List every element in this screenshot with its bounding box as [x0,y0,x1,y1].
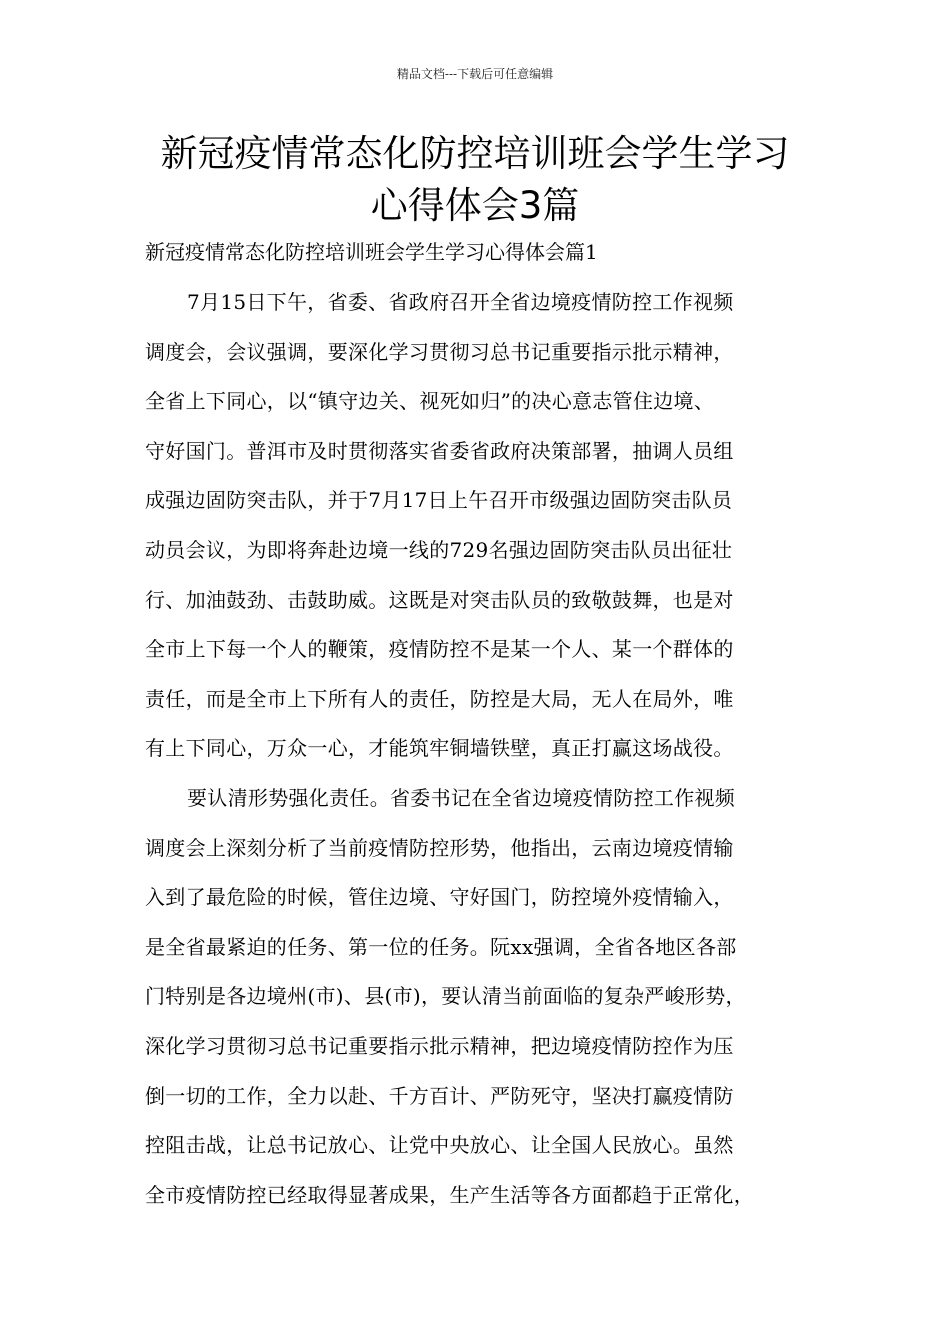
paragraph-line: 是全省最紧迫的任务、第一位的任务。阮xx强调，全省各地区各部 [145,934,737,959]
paragraph-line: 调度会上深刻分析了当前疫情防控形势，他指出，云南边境疫情输 [145,835,734,860]
paragraph-line: 守好国门。普洱市及时贯彻落实省委省政府决策部署，抽调人员组 [145,438,734,463]
paragraph-line: 行、加油鼓劲、击鼓助威。这既是对突击队员的致敬鼓舞，也是对 [145,587,734,612]
document-title [120,128,830,232]
title-line-1: 新冠疫情常态化防控培训班会学生学习 [160,132,790,175]
paragraph-line: 调度会，会议强调，要深化学习贯彻习总书记重要指示批示精神， [145,339,734,364]
paragraph-line: 深化学习贯彻习总书记重要指示批示精神，把边境疫情防控作为压 [145,1033,734,1058]
section-heading: 新冠疫情常态化防控培训班会学生学习心得体会篇1 [145,240,598,264]
paragraph-line: 有上下同心，万众一心，才能筑牢铜墙铁壁，真正打赢这场战役。 [145,736,734,761]
paragraph-line: 全市上下每一个人的鞭策，疫情防控不是某一个人、某一个群体的 [145,637,734,662]
paragraph-line: 责任，而是全市上下所有人的责任，防控是大局，无人在局外，唯 [145,686,734,711]
paragraph-line: 全市疫情防控已经取得显著成果，生产生活等各方面都趋于正常化， [145,1182,754,1207]
header-note: 精品文档---下载后可任意编辑 [396,67,554,81]
paragraph-line: 控阻击战，让总书记放心、让党中央放心、让全国人民放心。虽然 [145,1133,734,1158]
paragraph-line: 门特别是各边境州(市)、县(市)，要认清当前面临的复杂严峻形势， [145,984,746,1009]
paragraph-line: 成强边固防突击队，并于7月17日上午召开市级强边固防突击队员 [145,488,733,513]
paragraph-line: 入到了最危险的时候，管住边境、守好国门，防控境外疫情输入， [145,885,734,910]
body-text [145,278,825,1220]
paragraph-line: 倒一切的工作，全力以赴、千方百计、严防死守，坚决打赢疫情防 [145,1083,734,1108]
paragraph-line: 动员会议，为即将奔赴边境一线的729名强边固防突击队员出征壮 [145,537,733,562]
title-line-2: 心得体会3篇 [370,184,580,227]
paragraph-line: 全省上下同心，以“镇守边关、视死如归”的决心意志管住边境、 [145,389,715,414]
paragraph-line: 7月15日下午，省委、省政府召开全省边境疫情防控工作视频 [187,290,734,314]
paragraph-line: 要认清形势强化责任。省委书记在全省边境疫情防控工作视频 [187,785,736,810]
